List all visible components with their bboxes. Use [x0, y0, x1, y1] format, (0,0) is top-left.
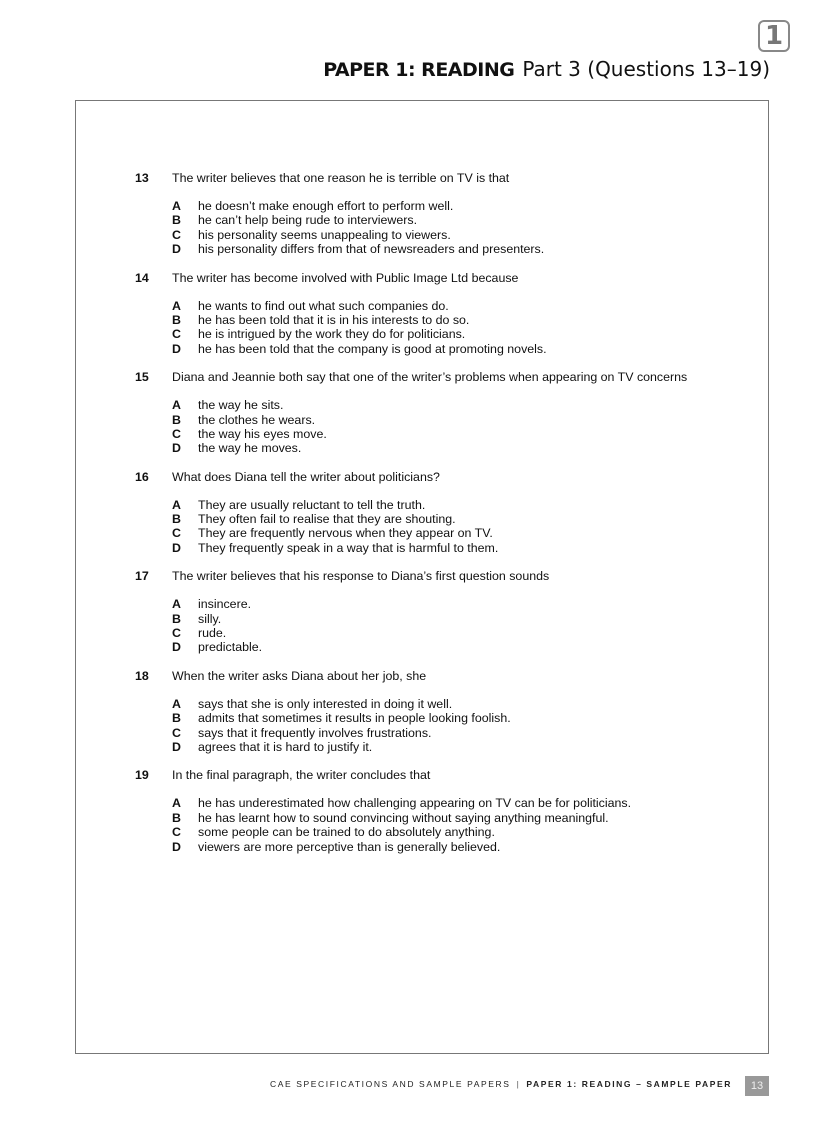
option — [135, 242, 755, 256]
option — [135, 512, 755, 526]
option-list — [135, 597, 755, 655]
option-letter: A — [172, 298, 181, 313]
option-text: rude. — [198, 626, 227, 641]
option-text: he has been told that it is in his interests to do so. — [198, 312, 470, 327]
option-letter: D — [172, 739, 181, 754]
question — [135, 370, 755, 456]
option-text: he has learnt how to sound convincing without saying anything meaningful. — [198, 810, 609, 825]
footer — [270, 1079, 732, 1089]
option-text: he doesn’t make enough effort to perform well. — [198, 199, 454, 213]
option — [135, 213, 755, 227]
option — [135, 697, 755, 711]
option-letter: D — [172, 242, 181, 257]
question-number: 14 — [135, 270, 149, 285]
option-letter: C — [172, 327, 181, 342]
option-letter: B — [172, 213, 181, 228]
option-letter: A — [172, 497, 181, 512]
page-title — [323, 56, 770, 82]
footer-right: PAPER 1: READING – SAMPLE PAPER — [526, 1079, 732, 1089]
question-text: The writer has become involved with Public Image Ltd because — [172, 270, 519, 285]
question-number: 17 — [135, 569, 149, 584]
question-number: 16 — [135, 469, 149, 484]
option-text: They frequently speak in a way that is harmful to them. — [198, 540, 499, 555]
option — [135, 711, 755, 725]
page-number: 13 — [745, 1076, 769, 1096]
option — [135, 413, 755, 427]
option — [135, 811, 755, 825]
paper-title: PAPER 1: READING — [323, 59, 515, 81]
option — [135, 498, 755, 512]
question-list — [135, 171, 755, 868]
option-text: the clothes he wears. — [198, 412, 316, 427]
option-list — [135, 796, 755, 854]
option-letter: A — [172, 398, 181, 413]
option — [135, 398, 755, 412]
question-text: Diana and Jeannie both say that one of the writer’s problems when appearing on TV concerns — [172, 370, 688, 385]
option — [135, 597, 755, 611]
option-letter: C — [172, 825, 181, 840]
question-number: 13 — [135, 171, 149, 185]
option-letter: B — [172, 711, 181, 726]
option-letter: D — [172, 441, 181, 456]
option — [135, 726, 755, 740]
option-text: predictable. — [198, 640, 263, 655]
option — [135, 313, 755, 327]
question-text: The writer believes that one reason he is terrible on TV is that — [172, 171, 510, 185]
option-list — [135, 398, 755, 456]
option-list — [135, 299, 755, 357]
option — [135, 199, 755, 213]
option-letter: C — [172, 526, 181, 541]
option-text: the way his eyes move. — [198, 426, 327, 441]
option — [135, 441, 755, 455]
option-text: he can’t help being rude to interviewers. — [198, 213, 418, 228]
option-letter: C — [172, 227, 181, 242]
option-text: says that she is only interested in doing it well. — [198, 696, 453, 711]
option-text: the way he sits. — [198, 398, 284, 413]
option-text: the way he moves. — [198, 441, 302, 456]
option-list — [135, 697, 755, 755]
question — [135, 569, 755, 655]
option-text: silly. — [198, 611, 222, 626]
option — [135, 526, 755, 540]
question-number: 19 — [135, 768, 149, 783]
option-text: he has underestimated how challenging appearing on TV can be for politicians. — [198, 796, 632, 811]
question — [135, 470, 755, 556]
option-letter: C — [172, 725, 181, 740]
option-list — [135, 498, 755, 556]
option — [135, 427, 755, 441]
option-list — [135, 199, 755, 257]
part-title: Part 3 (Questions 13–19) — [522, 57, 770, 81]
option-text: his personality differs from that of newsreaders and presenters. — [198, 242, 545, 257]
option-text: viewers are more perceptive than is generally believed. — [198, 839, 501, 854]
option — [135, 740, 755, 754]
option-text: he wants to find out what such companies do. — [198, 298, 449, 313]
option-letter: C — [172, 626, 181, 641]
option-letter: B — [172, 412, 181, 427]
question — [135, 271, 755, 357]
option-letter: D — [172, 540, 181, 555]
option-text: some people can be trained to do absolutely anything. — [198, 825, 495, 840]
option-letter: D — [172, 839, 181, 854]
option — [135, 541, 755, 555]
footer-left: CAE SPECIFICATIONS AND SAMPLE PAPERS — [270, 1079, 511, 1089]
question-text: What does Diana tell the writer about politicians? — [172, 469, 440, 484]
option — [135, 327, 755, 341]
option-letter: B — [172, 512, 181, 527]
question-text: When the writer asks Diana about her job, she — [172, 668, 427, 683]
option-letter: A — [172, 796, 181, 811]
option-letter: B — [172, 611, 181, 626]
option-letter: A — [172, 597, 181, 612]
option — [135, 612, 755, 626]
option-letter: A — [172, 199, 181, 213]
option-text: They often fail to realise that they are shouting. — [198, 512, 456, 527]
option-letter: B — [172, 312, 181, 327]
footer-divider: | — [516, 1079, 521, 1089]
option — [135, 342, 755, 356]
option-text: They are frequently nervous when they appear on TV. — [198, 526, 493, 541]
option-letter: A — [172, 696, 181, 711]
question-text: In the final paragraph, the writer concludes that — [172, 768, 431, 783]
question-number: 15 — [135, 370, 149, 385]
question — [135, 171, 755, 257]
option — [135, 299, 755, 313]
option-letter: C — [172, 426, 181, 441]
option-text: admits that sometimes it results in people looking foolish. — [198, 711, 511, 726]
option — [135, 840, 755, 854]
option — [135, 825, 755, 839]
option-text: They are usually reluctant to tell the truth. — [198, 497, 426, 512]
option-text: his personality seems unappealing to viewers. — [198, 227, 451, 242]
question — [135, 669, 755, 755]
option — [135, 228, 755, 242]
section-badge: 1 — [758, 20, 790, 52]
question-text: The writer believes that his response to Diana’s first question sounds — [172, 569, 550, 584]
option-letter: D — [172, 640, 181, 655]
question-number: 18 — [135, 668, 149, 683]
option-text: he is intrigued by the work they do for politicians. — [198, 327, 466, 342]
option-text: he has been told that the company is good at promoting novels. — [198, 341, 547, 356]
option — [135, 640, 755, 654]
option — [135, 626, 755, 640]
question — [135, 768, 755, 854]
option-letter: D — [172, 341, 181, 356]
option-text: says that it frequently involves frustrations. — [198, 725, 432, 740]
option-text: agrees that it is hard to justify it. — [198, 739, 373, 754]
option-text: insincere. — [198, 597, 252, 612]
option — [135, 796, 755, 810]
option-letter: B — [172, 810, 181, 825]
